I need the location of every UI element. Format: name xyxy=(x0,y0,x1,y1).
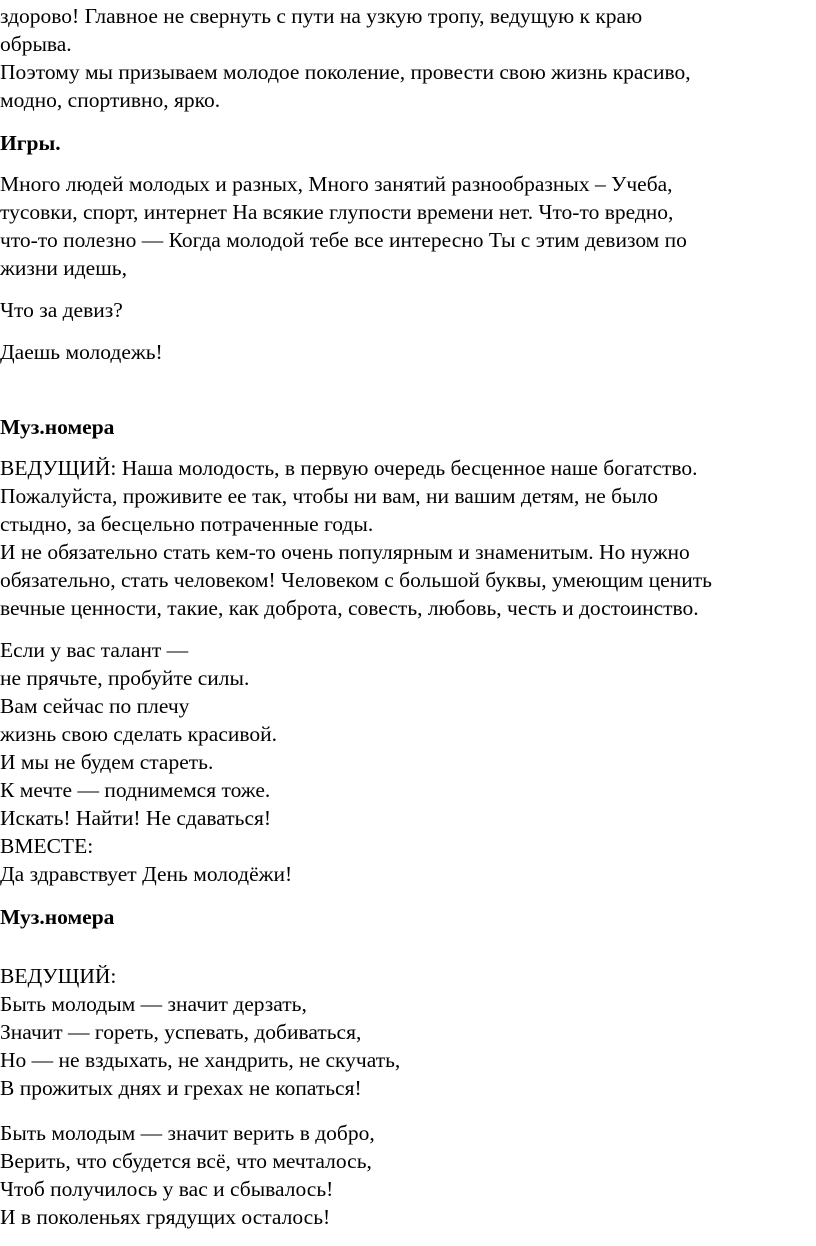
poem-line: Быть молодым — значит дерзать, xyxy=(0,992,307,1016)
host-line: И не обязательно стать кем-то очень популярным и знаменитым. Но нужно xyxy=(0,540,690,564)
poem-line: Быть молодым — значит верить в добро, xyxy=(0,1121,375,1145)
host-line: стыдно, за бесцельно потраченные годы. xyxy=(0,512,374,536)
host-label: ВЕДУЩИЙ: xyxy=(0,964,117,988)
intro-line: модно, спортивно, ярко. xyxy=(0,88,221,112)
poem-line: Чтоб получилось у вас и сбывалось! xyxy=(0,1177,334,1201)
poem-line: ВМЕСТЕ: xyxy=(0,834,94,858)
poem-line: не прячьте, пробуйте силы. xyxy=(0,666,250,690)
heading-music: Муз.номера xyxy=(0,415,115,439)
host-line: Пожалуйста, проживите ее так, чтобы ни вам, ни вашим детям, не было xyxy=(0,484,659,508)
poem-line: Значит — гореть, успевать, добиваться, xyxy=(0,1020,362,1044)
heading-games: Игры. xyxy=(0,131,61,155)
intro-line: Поэтому мы призываем молодое поколение, провести свою жизнь красиво, xyxy=(0,60,691,84)
poem-line: К мечте — поднимемся тоже. xyxy=(0,778,271,802)
poem-line: жизнь свою сделать красивой. xyxy=(0,722,278,746)
poem-line: Искать! Найти! Не сдаваться! xyxy=(0,806,272,830)
question-line: Что за девиз? xyxy=(0,298,123,322)
host-line: обязательно, стать человеком! Человеком с большой буквы, умеющим ценить xyxy=(0,568,712,592)
poem-line: И мы не будем стареть. xyxy=(0,750,214,774)
poem-line: И в поколеньях грядущих осталось! xyxy=(0,1205,331,1229)
intro-line: здорово! Главное не свернуть с пути на узкую тропу, ведущую к краю xyxy=(0,4,643,28)
games-line: что-то полезно — Когда молодой тебе все интересно Ты с этим девизом по xyxy=(0,228,687,252)
answer-line: Даешь молодежь! xyxy=(0,340,163,364)
poem-line: В прожитых днях и грехах не копаться! xyxy=(0,1076,362,1100)
poem-line: Вам сейчас по плечу xyxy=(0,694,190,718)
games-line: тусовки, спорт, интернет На всякие глупости времени нет. Что-то вредно, xyxy=(0,200,674,224)
intro-line: обрыва. xyxy=(0,32,72,56)
games-line: Много людей молодых и разных, Много занятий разнообразных – Учеба, xyxy=(0,172,673,196)
games-line: жизни идешь, xyxy=(0,256,127,280)
poem-line: Если у вас талант — xyxy=(0,638,189,662)
host-line: вечные ценности, такие, как доброта, совесть, любовь, честь и достоинство. xyxy=(0,596,699,620)
poem-line: Верить, что сбудется всё, что мечталось, xyxy=(0,1149,372,1173)
host-line: ВЕДУЩИЙ: Наша молодость, в первую очередь бесценное наше богатство. xyxy=(0,456,698,480)
heading-music: Муз.номера xyxy=(0,905,115,929)
poem-line: Да здравствует День молодёжи! xyxy=(0,862,293,886)
poem-line: Но — не вздыхать, не хандрить, не скучать, xyxy=(0,1048,401,1072)
